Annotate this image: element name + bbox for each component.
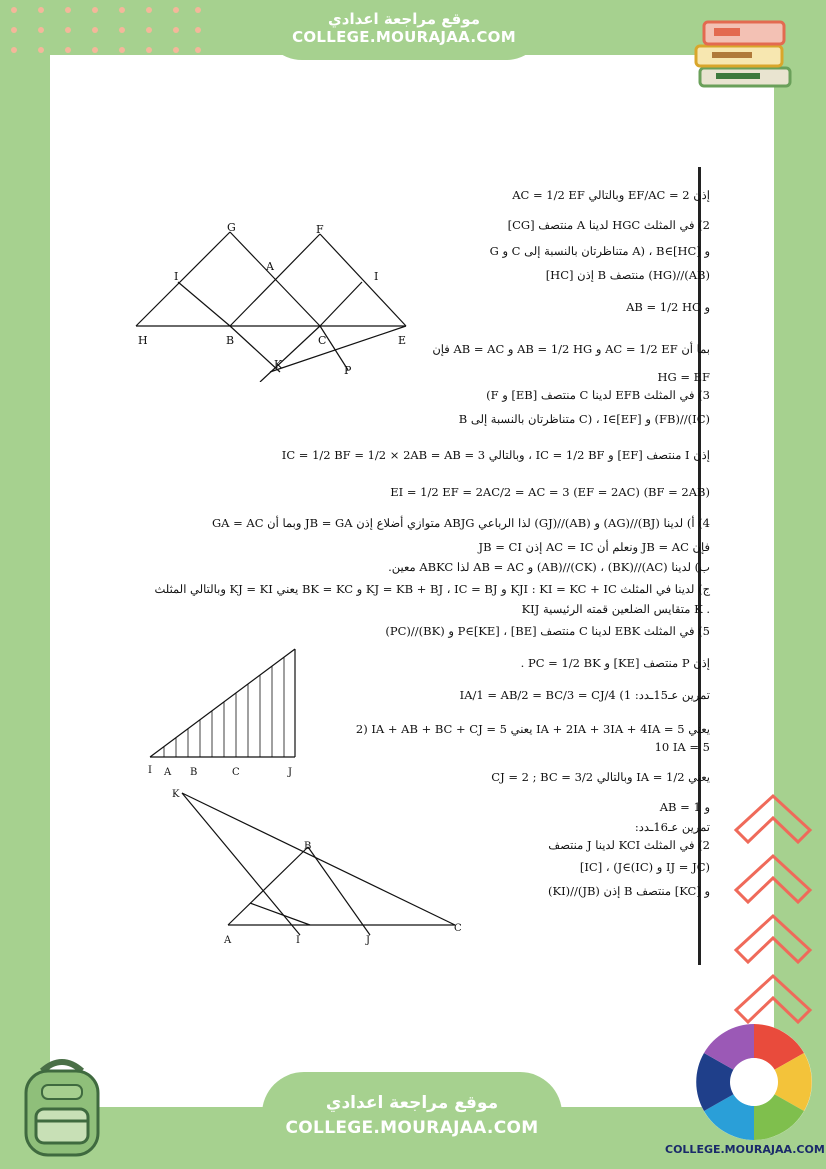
footer-site-name: موقع مراجعة اعدادي [325, 1093, 499, 1113]
logo-url-text: COLLEGE.MOURAJAA.COM [665, 1143, 825, 1156]
fig2-label: A [164, 767, 172, 778]
fig1-label: I [174, 270, 179, 283]
text-line: ب) لدينا (AC)//(BK) ، (CK)//(AB) و AB = AC لذا ABKC معين. [388, 560, 710, 574]
text-line: تمرين عـ16ـدد: [634, 820, 710, 834]
header-site-url[interactable]: COLLEGE.MOURAJAA.COM [292, 28, 516, 46]
fig1-label: A [266, 260, 274, 273]
text-line: 10 IA = 5 [654, 740, 710, 754]
text-line: 4) أ) لدينا (BJ)//(AG) و (AB)//(GJ) لذا الرباعي ABJG متوازي أضلاع إذن JB = GA وبما أن GA = AC [211, 516, 710, 530]
text-line: 2) IA + AB + BC + CJ = 5 يعني IA + 2IA + 3IA + 4IA = 5 يعني [355, 722, 710, 736]
text-line: EI = 1/2 EF = 2AC/2 = AC = 3 (EF = 2AC) (BF = 2AB) [390, 485, 710, 499]
fig1-label: P [344, 364, 352, 377]
fig1-label: C [318, 334, 327, 347]
text-line: 3) في المثلث EFB لدينا C منتصف [EB] و F) [486, 388, 710, 402]
fig2-label: J [288, 767, 293, 778]
fig3-label: B [304, 841, 312, 852]
text-line: إذن I منتصف [EF] و IC = 1/2 BF ، وبالتالي IC = 1/2 BF = 1/2 × 2AB = AB = 3 [281, 448, 710, 462]
header-banner[interactable] [262, 0, 546, 60]
header-site-name: موقع مراجعة اعدادي [328, 10, 480, 28]
fig1-label: B [226, 334, 235, 347]
fig3-label: A [224, 935, 232, 946]
fig3-label: I [296, 935, 300, 946]
text-line: يعني IA = 1/2 وبالتالي CJ = 2 ; BC = 3/2 [491, 770, 710, 784]
fig1-label: E [398, 334, 407, 347]
text-line: G و C متناظرتان بالنسبة إلى A) ، B∈[HC] و [489, 244, 710, 258]
fig3-label: K [172, 789, 180, 800]
fig1-label: F [316, 223, 324, 236]
text-line: KIJ متقايس الضلعين قمته الرئيسية K . [521, 602, 710, 616]
site-logo-icon [692, 1020, 817, 1145]
text-line: B متناظرتان بالنسبة إلى C) ، I∈[EF] و (FB)//(IC) [458, 412, 710, 426]
text-line: [HC] إذن B منتصف (HG)//(AB) [545, 268, 710, 282]
text-line: إذن P منتصف [KE] و PC = 1/2 BK . [520, 656, 710, 670]
fig3-label: J [366, 935, 371, 946]
text-line: 2) في المثلث KCI لدينا J منتصف [548, 838, 710, 852]
text-line: ج) لدينا في المثلث KJI : KI = KC + IC و KJ = KB + BJ ، IC = BJ و BK = KC يعني KJ = KI وبالتالي المثلث [154, 582, 710, 596]
fig1-label: I [374, 270, 379, 283]
footer-banner[interactable] [262, 1072, 562, 1169]
text-line: إذن EF/AC = 2 وبالتالي AC = 1/2 EF [512, 188, 710, 202]
fig1-label: K [274, 358, 283, 371]
solution-text [100, 160, 710, 975]
fig1-label: G [227, 222, 236, 234]
footer-site-url[interactable]: COLLEGE.MOURAJAA.COM [285, 1118, 539, 1138]
text-line: HG = EF [657, 370, 710, 384]
text-line: [IC] ، (J∈(IC) و IJ = JC) [579, 860, 710, 874]
text-line: بما أن AC = 1/2 EF و AB = 1/2 HG و AB = AC فإن [432, 342, 710, 356]
fig1-label: H [138, 334, 148, 347]
fig2-label: B [190, 767, 198, 778]
backpack-icon [12, 1055, 112, 1160]
fig3-label: C [454, 923, 462, 934]
fig2-label: I [148, 765, 152, 776]
chevron-up-icons [728, 790, 818, 1030]
text-line: فإن JB = AC ونعلم أن AC = IC إذن JB = CI [478, 540, 710, 554]
text-line: تمرين عـ15ـدد: 1) IA/1 = AB/2 = BC/3 = CJ/4 [459, 688, 710, 702]
text-line: AB = 1 و [659, 800, 710, 814]
fig2-label: C [232, 767, 240, 778]
text-line: 5) في المثلث EBK لدينا C منتصف [BE] ، P∈[KE] و (BK)//(PC) [385, 624, 710, 638]
text-line: (KI)//(JB) إذن B منتصف [KC] و [548, 884, 710, 898]
books-icon [688, 10, 798, 95]
text-line: 2) في المثلث HGC لدينا A منتصف [CG] [507, 218, 710, 232]
text-line: AB = 1/2 HC و [626, 300, 710, 314]
